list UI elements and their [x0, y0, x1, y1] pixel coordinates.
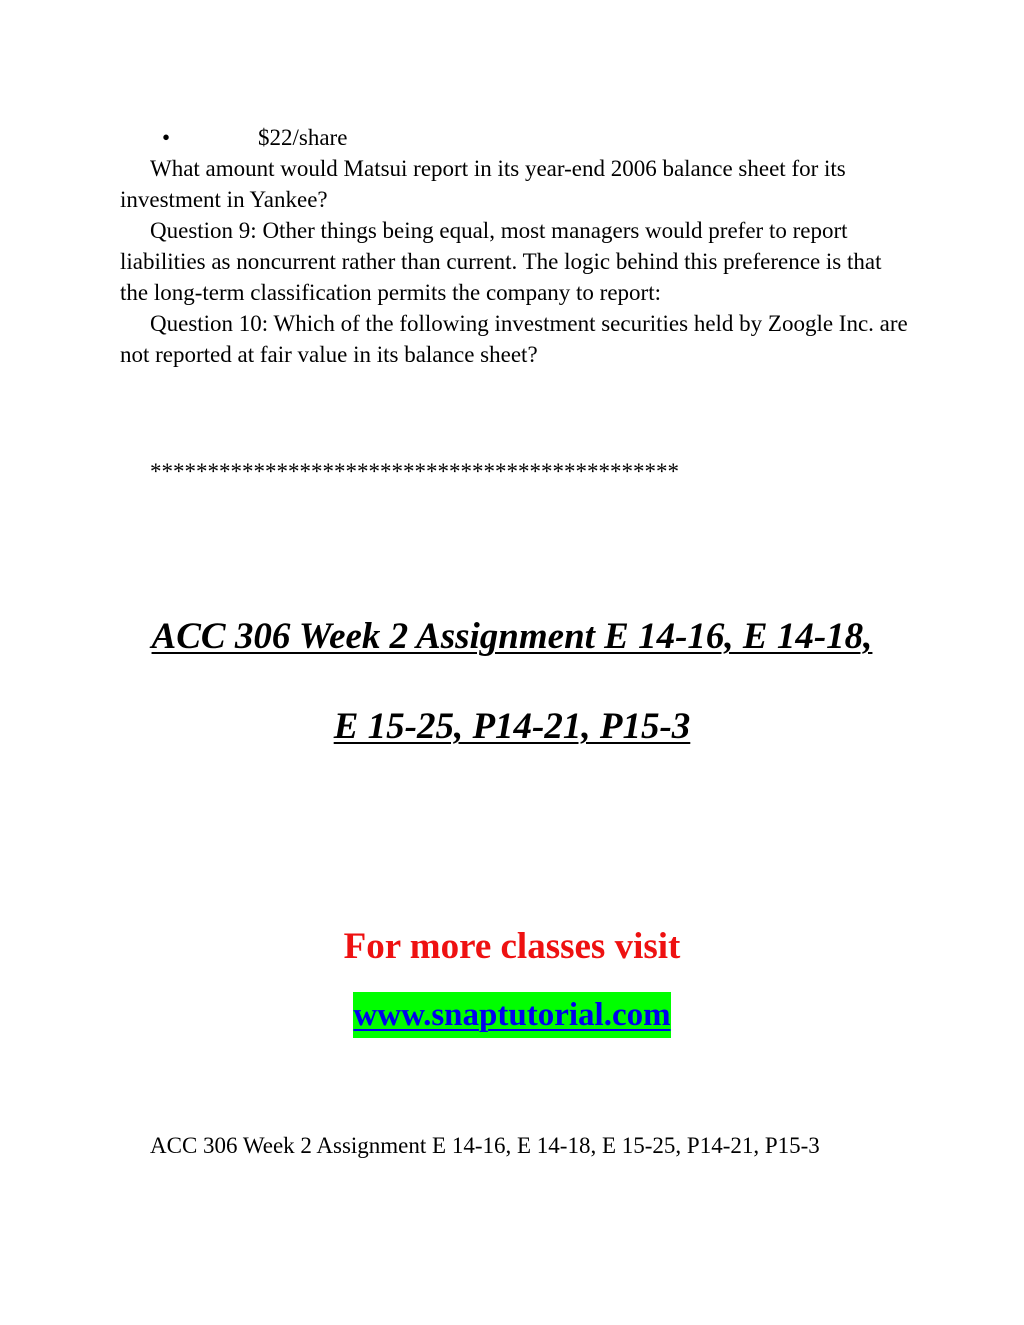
question-10: Question 10: Which of the following investment securities held by Zoogle Inc. are not reported at fair value in its balance sheet?: [120, 311, 908, 367]
bullet-value: $22/share: [258, 125, 348, 150]
promo-heading: For more classes visit: [343, 926, 681, 967]
assignment-title-text-1: ACC 306 Week 2 Assignment E 14-16, E 14-18,: [151, 616, 873, 657]
question-text-block: [120, 153, 910, 370]
question-9: Question 9: Other things being equal, most managers would prefer to report liabilities as noncurrent rather than current. The logic behind this preference is that the long-term classification permits the company to report:: [120, 218, 882, 305]
separator-stars: **********************************************: [150, 459, 679, 484]
bullet-symbol: •: [162, 125, 171, 150]
question-matsui: What amount would Matsui report in its year-end 2006 balance sheet for its investment in Yankee?: [120, 156, 846, 212]
footer-text-block: [120, 1130, 910, 1161]
assignment-title-text-2: E 15-25, P14-21, P15-3: [333, 706, 691, 747]
promo-link-wrap: [0, 992, 1024, 1038]
footer-assignment-text: ACC 306 Week 2 Assignment E 14-16, E 14-18, E 15-25, P14-21, P15-3: [150, 1133, 820, 1158]
assignment-title-line-1: [0, 614, 1024, 660]
snaptutorial-link[interactable]: www.snaptutorial.com: [353, 992, 670, 1038]
assignment-title-line-2: [0, 704, 1024, 750]
